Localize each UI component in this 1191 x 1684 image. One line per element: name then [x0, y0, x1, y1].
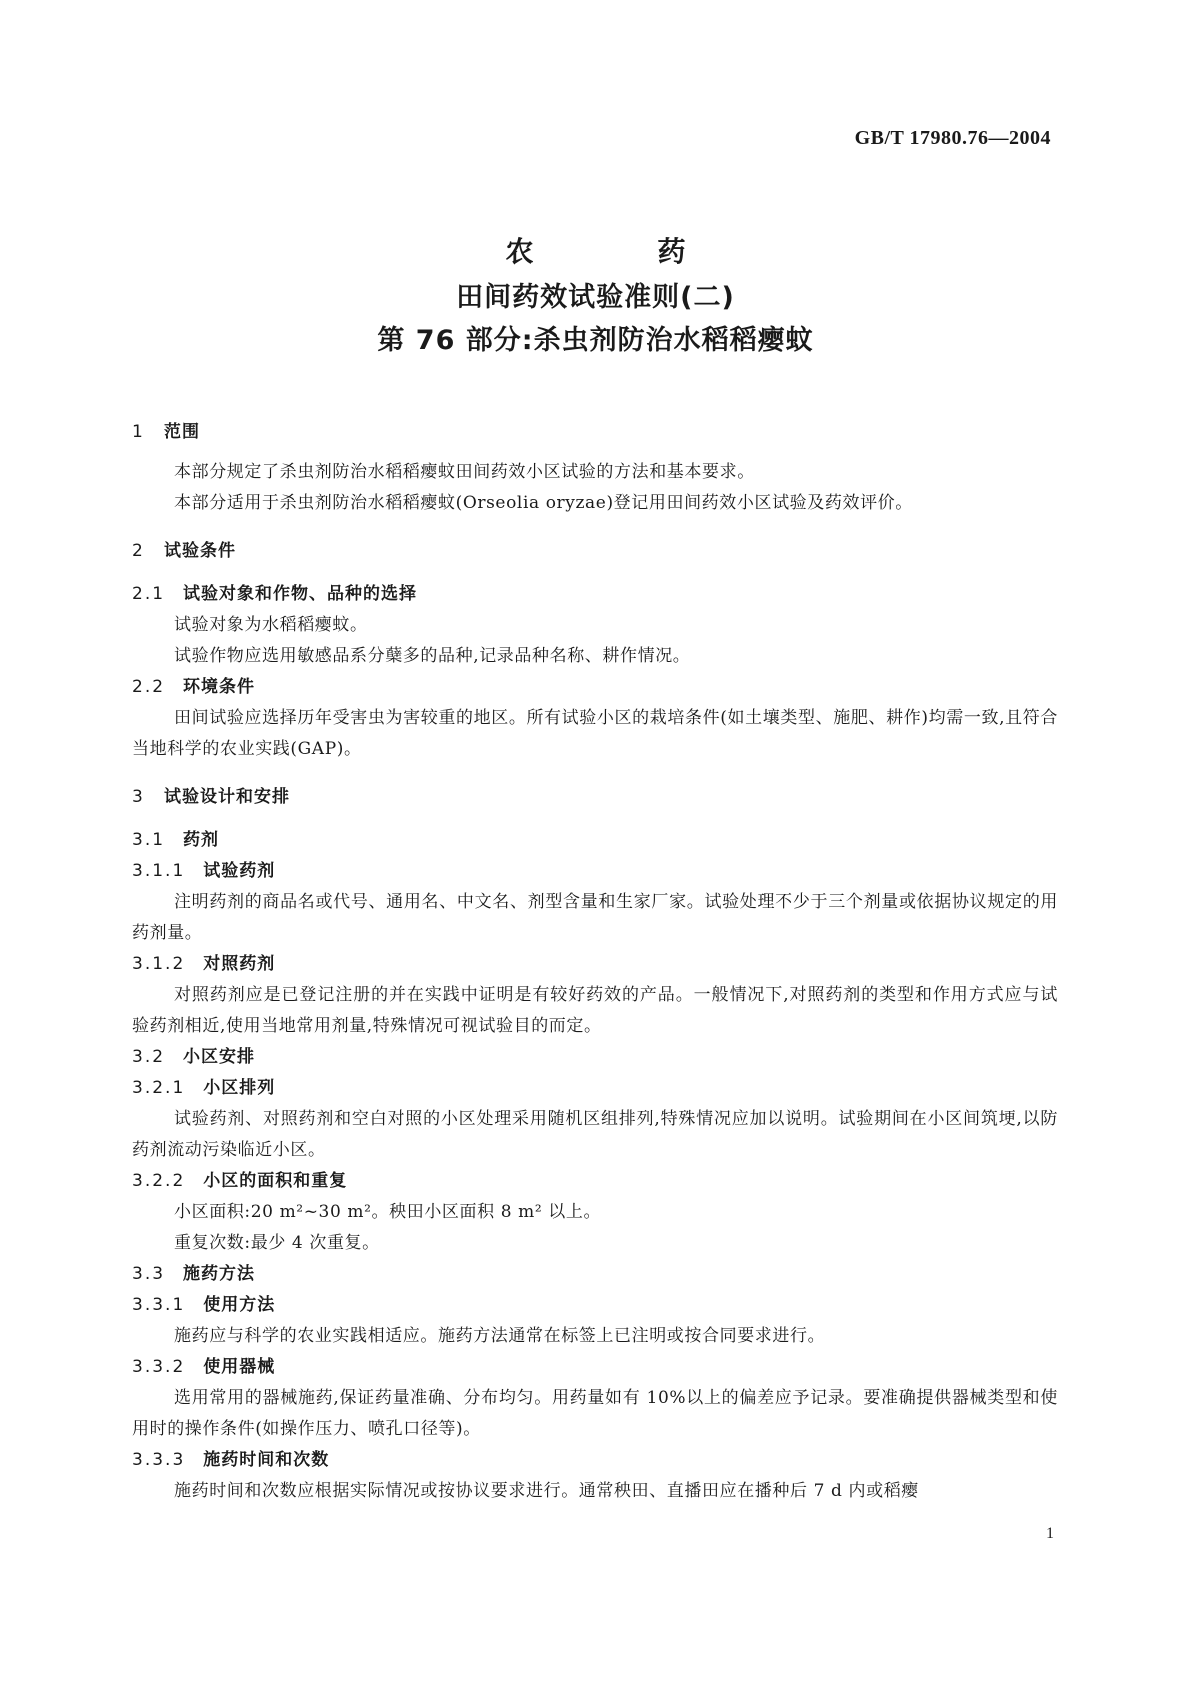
paragraph: 试验作物应选用敏感品系分蘖多的品种,记录品种名称、耕作情况。	[174, 646, 691, 666]
subsection-heading	[132, 1445, 1058, 1476]
subsection-number: 3.3	[132, 1264, 166, 1284]
subsection-title: 施药方法	[183, 1264, 256, 1284]
subsection-title: 试验对象和作物、品种的选择	[183, 584, 418, 604]
subsection-number: 3.3.1	[132, 1295, 186, 1315]
paragraph: 田间试验应选择历年受害虫为害较重的地区。所有试验小区的栽培条件(如土壤类型、施肥、耕作)均需一致,且符合当地科学的农业实践(GAP)。	[132, 708, 1058, 759]
subsection-heading	[132, 672, 1058, 703]
paragraph: 试验药剂、对照药剂和空白对照的小区处理采用随机区组排列,特殊情况应加以说明。试验期间在小区间筑埂,以防药剂流动污染临近小区。	[132, 1109, 1058, 1160]
subsection-number: 3.2.1	[132, 1078, 186, 1098]
paragraph: 小区面积:20 m²~30 m²。秧田小区面积 8 m² 以上。	[174, 1202, 602, 1222]
paragraph: 本部分适用于杀虫剂防治水稻稻瘿蚊(Orseolia oryzae)登记用田间药效小区试验及药效评价。	[174, 493, 913, 513]
paragraph: 选用常用的器械施药,保证药量准确、分布均匀。用药量如有 10%以上的偏差应予记录。要准确提供器械类型和使用时的操作条件(如操作压力、喷孔口径等)。	[132, 1388, 1058, 1439]
subsection-heading	[132, 1073, 1058, 1104]
subsection-title: 对照药剂	[203, 954, 276, 974]
subsection-heading	[132, 1042, 1058, 1073]
subsection-heading	[132, 856, 1058, 887]
section-heading	[132, 781, 1058, 813]
subsection-heading	[132, 949, 1058, 980]
section-title: 试验条件	[164, 541, 236, 561]
subsection-number: 2.2	[132, 677, 166, 697]
paragraph: 本部分规定了杀虫剂防治水稻稻瘿蚊田间药效小区试验的方法和基本要求。	[174, 462, 755, 482]
subsection-title: 使用器械	[203, 1357, 276, 1377]
title-line-1: 农 药	[505, 235, 734, 268]
subsection-title: 小区的面积和重复	[203, 1171, 348, 1191]
document-body	[132, 416, 1058, 1507]
title-line-3: 第 76 部分:杀虫剂防治水稻稻瘿蚊	[377, 325, 814, 356]
subsection-number: 3.2	[132, 1047, 166, 1067]
paragraph: 施药应与科学的农业实践相适应。施药方法通常在标签上已注明或按合同要求进行。	[174, 1326, 826, 1346]
subsection-title: 使用方法	[203, 1295, 276, 1315]
section-heading	[132, 416, 1058, 448]
subsection-heading	[132, 1166, 1058, 1197]
section-number: 2	[132, 541, 144, 561]
subsection-heading	[132, 1290, 1058, 1321]
section-heading	[132, 535, 1058, 567]
subsection-title: 试验药剂	[203, 861, 276, 881]
subsection-title: 小区安排	[183, 1047, 256, 1067]
subsection-number: 2.1	[132, 584, 166, 604]
subsection-number: 3.1.2	[132, 954, 186, 974]
subsection-heading	[132, 1259, 1058, 1290]
standard-code: GB/T 17980.76—2004	[854, 127, 1051, 149]
subsection-number: 3.3.3	[132, 1450, 186, 1470]
subsection-title: 小区排列	[203, 1078, 276, 1098]
subsection-title: 环境条件	[183, 677, 256, 697]
section-number: 1	[132, 422, 144, 442]
paragraph: 施药时间和次数应根据实际情况或按协议要求进行。通常秧田、直播田应在播种后 7 d 内或稻瘿	[174, 1481, 919, 1501]
paragraph: 对照药剂应是已登记注册的并在实践中证明是有较好药效的产品。一般情况下,对照药剂的类型和作用方式应与试验药剂相近,使用当地常用剂量,特殊情况可视试验目的而定。	[132, 985, 1058, 1036]
subsection-title: 药剂	[183, 830, 220, 850]
section-title: 试验设计和安排	[164, 787, 290, 807]
subsection-number: 3.1	[132, 830, 166, 850]
subsection-heading	[132, 579, 1058, 610]
subsection-heading	[132, 1352, 1058, 1383]
page-number: 1	[1046, 1525, 1054, 1542]
subsection-number: 3.2.2	[132, 1171, 186, 1191]
section-number: 3	[132, 787, 144, 807]
subsection-title: 施药时间和次数	[203, 1450, 330, 1470]
section-title: 范围	[164, 422, 200, 442]
subsection-heading	[132, 825, 1058, 856]
paragraph: 试验对象为水稻稻瘿蚊。	[174, 615, 368, 635]
subsection-number: 3.3.2	[132, 1357, 186, 1377]
paragraph: 重复次数:最少 4 次重复。	[174, 1233, 380, 1253]
subsection-number: 3.1.1	[132, 861, 186, 881]
paragraph: 注明药剂的商品名或代号、通用名、中文名、剂型含量和生家厂家。试验处理不少于三个剂量或依据协议规定的用药剂量。	[132, 892, 1058, 943]
title-line-2: 田间药效试验准则(二)	[456, 282, 735, 313]
